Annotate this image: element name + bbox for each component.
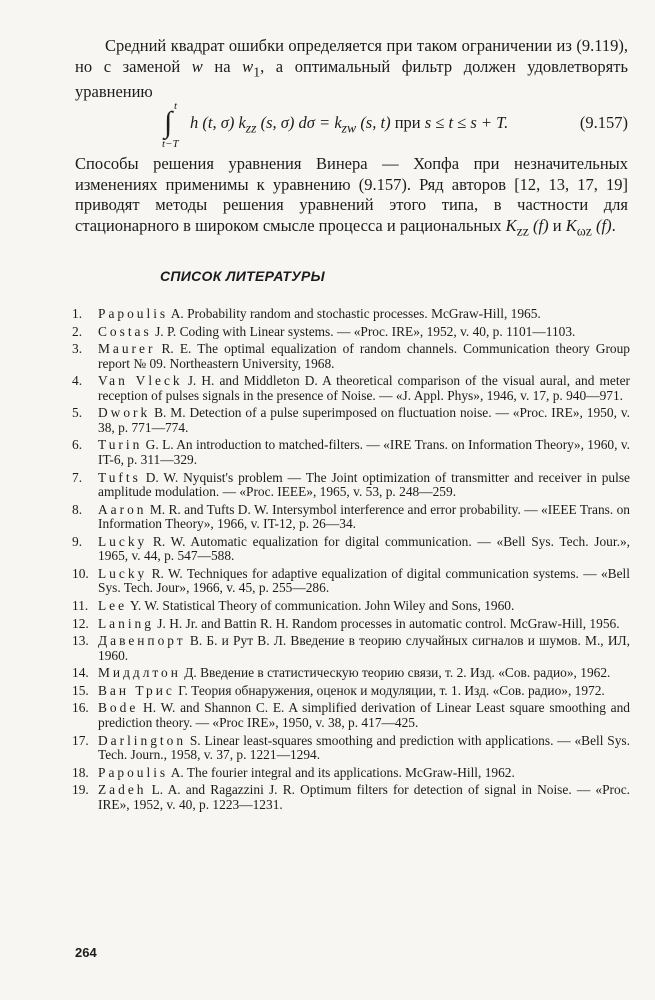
- paragraph-2-text: Способы решения уравнения Винера — Хопфа при незначительных изменениях применимы к уравнению (9.157). Ряд авторов [12, 13, 17, 19] приводят методы решения уравнений этого типа, в частности для стационарного в широком смысле процесса и рациональных: [75, 154, 628, 235]
- reference-details: B. M. Detection of a pulse superimposed on fluctuation noise. — «Proc. IRE», 1950, v. 38, p. 771—774.: [98, 405, 630, 435]
- reference-number: 17.: [72, 732, 89, 748]
- reference-number: 11.: [72, 597, 89, 613]
- reference-text: [98, 783, 630, 812]
- reference-author: Tufts: [98, 469, 141, 485]
- reference-author: Lucky: [98, 565, 148, 581]
- eq-connector: при: [390, 113, 425, 132]
- reference-author: Lucky: [98, 533, 148, 549]
- reference-number: 18.: [72, 764, 89, 780]
- reference-text: [98, 503, 630, 532]
- bibliography-heading: СПИСОК ЛИТЕРАТУРЫ: [160, 268, 325, 284]
- reference-text: [98, 684, 630, 699]
- reference-text: [98, 567, 630, 596]
- intro-paragraph: [75, 36, 628, 103]
- reference-item: [72, 325, 630, 340]
- reference-author: Lee: [98, 597, 128, 613]
- page-number: 264: [75, 945, 97, 960]
- reference-number: 15.: [72, 682, 89, 698]
- reference-item: [72, 438, 630, 467]
- reference-text: [98, 535, 630, 564]
- reference-text: [98, 325, 630, 340]
- reference-item: [72, 342, 630, 371]
- reference-item: [72, 535, 630, 564]
- reference-author: Aaron: [98, 501, 147, 517]
- reference-item: [72, 406, 630, 435]
- reference-number: 12.: [72, 615, 89, 631]
- reference-author: Papoulis: [98, 764, 169, 780]
- reference-item: [72, 634, 630, 663]
- reference-text: [98, 766, 630, 781]
- equation-9-157: [160, 98, 630, 152]
- eq-condition: s ≤ t ≤ s + T.: [424, 113, 509, 132]
- var-k2: K: [565, 215, 577, 235]
- paragraph-2-end: .: [611, 215, 616, 235]
- reference-author: Ван Трис: [98, 682, 175, 698]
- reference-details: A. Probability random and stochastic processes. McGraw-Hill, 1965.: [168, 306, 541, 321]
- reference-text: [98, 734, 630, 763]
- intro-text-2: на: [202, 56, 243, 76]
- var-k2-arg: (f): [591, 215, 612, 235]
- reference-text: [98, 406, 630, 435]
- reference-details: В. Б. и Рут В. Л. Введение в теорию случайных сигналов и шумов. М., ИЛ, 1960.: [98, 633, 630, 663]
- reference-details: M. R. and Tufts D. W. Intersymbol interference and error probability. — «IEEE Trans. on Information Theory», 1966, v. IT-12, p. 26—34.: [98, 501, 630, 532]
- reference-number: 2.: [72, 323, 83, 339]
- reference-item: [72, 599, 630, 614]
- paragraph-2: [75, 154, 628, 241]
- reference-text: [98, 438, 630, 467]
- intro-text-3: , а оптимальный фильтр должен удовлетворять уравнению: [75, 56, 629, 102]
- reference-number: 19.: [72, 782, 89, 798]
- reference-number: 16.: [72, 700, 89, 716]
- reference-author: Darlington: [98, 732, 187, 748]
- reference-text: [98, 307, 630, 322]
- integral-sign: ∫: [164, 106, 173, 139]
- reference-details: H. W. and Shannon C. E. A simplified derivation of Linear Least square smoothing and prediction theory. — «Proc IRE», 1950, v. 38, p. 417—425.: [98, 700, 630, 730]
- reference-text: [98, 471, 630, 500]
- reference-item: [72, 307, 630, 322]
- reference-text: [98, 701, 630, 730]
- var-k2-sub: ωz: [576, 222, 592, 238]
- eq-sub-zw: zw: [341, 120, 357, 136]
- reference-item: [72, 374, 630, 403]
- reference-details: R. W. Techniques for adaptive equalization of digital communication systems. — «Bell Sys. Tech. Jour», 1966, v. 45, p. 255—286.: [98, 565, 630, 596]
- reference-number: 13.: [72, 633, 89, 649]
- integral-upper-limit: t: [174, 100, 178, 112]
- reference-item: [72, 666, 630, 681]
- var-w1-sub: 1: [253, 63, 261, 79]
- reference-number: 4.: [72, 373, 83, 389]
- eq-term-1: h (t, σ) k: [190, 113, 246, 132]
- equation-body: [190, 113, 508, 136]
- reference-details: L. A. and Ragazzini J. R. Optimum filters for detection of signal in Noise. — «Proc. IRE», 1952, v. 40, p. 1223—1231.: [98, 782, 630, 812]
- reference-number: 10.: [72, 565, 89, 581]
- reference-text: [98, 617, 630, 632]
- eq-term-2: (s, σ) dσ = k: [256, 113, 342, 132]
- reference-author: Van Vleck: [98, 373, 183, 389]
- reference-author: Давенпорт: [98, 633, 186, 649]
- reference-author: Bode: [98, 700, 139, 716]
- reference-item: [72, 684, 630, 699]
- reference-details: Д. Введение в статистическую теорию связи, т. 2. Изд. «Сов. радио», 1962.: [180, 665, 611, 681]
- reference-item: [72, 734, 630, 763]
- var-k1: K: [505, 215, 517, 235]
- reference-text: [98, 666, 630, 681]
- intro-text-1: Средний квадрат ошибки определяется при таком ограничении из (9.119), но с заменой: [75, 36, 628, 76]
- reference-number: 5.: [72, 405, 83, 421]
- reference-item: [72, 503, 630, 532]
- reference-author: Laning: [98, 615, 154, 631]
- reference-item: [72, 471, 630, 500]
- reference-item: [72, 701, 630, 730]
- reference-author: Dwork: [98, 405, 151, 421]
- reference-author: Costas: [98, 323, 152, 339]
- reference-details: J. H. and Middleton D. A theoretical comparison of the visual aural, and meter reception of pulses signals in the presence of Noise. — «J. Appl. Phys», 1946, v. 17, p. 940—971.: [98, 373, 631, 403]
- reference-number: 8.: [72, 501, 83, 517]
- reference-details: J. H. Jr. and Battin R. H. Random processes in automatic control. McGraw-Hill, 1956.: [153, 615, 620, 631]
- reference-item: [72, 617, 630, 632]
- reference-author: Zadeh: [98, 782, 147, 798]
- reference-details: Г. Теория обнаружения, оценок и модуляции, т. 1. Изд. «Сов. радио», 1972.: [174, 682, 605, 698]
- reference-text: [98, 374, 630, 403]
- reference-details: Y. W. Statistical Theory of communication. John Wiley and Sons, 1960.: [127, 597, 515, 613]
- reference-text: [98, 342, 630, 371]
- var-k1-sub: zz: [516, 222, 529, 238]
- reference-number: 1.: [72, 306, 83, 321]
- paragraph-2-and: и: [548, 215, 566, 235]
- reference-item: [72, 766, 630, 781]
- reference-author: Maurer: [98, 341, 156, 357]
- integral-lower-limit: t−T: [162, 138, 179, 150]
- reference-author: Миддлтон: [98, 665, 181, 681]
- reference-details: J. P. Coding with Linear systems. — «Proc. IRE», 1952, v. 40, p. 1101—1103.: [151, 323, 576, 339]
- reference-details: A. The fourier integral and its applications. McGraw-Hill, 1962.: [168, 764, 515, 780]
- reference-number: 7.: [72, 469, 83, 485]
- reference-list: [72, 307, 630, 815]
- reference-details: D. W. Nyquist's problem — The Joint optimization of transmitter and receiver in pulse amplitude modulation. — «Proc. IEEE», 1965, v. 53, p. 248—259.: [98, 469, 630, 500]
- reference-details: S. Linear least-squares smoothing and prediction with applications. — «Bell Sys. Tech. Journ., 1958, v. 37, p. 1221—1294.: [98, 732, 630, 762]
- reference-item: [72, 567, 630, 596]
- var-w: w: [191, 56, 203, 76]
- reference-details: R. E. The optimal equalization of random channels. Communication theory Group report № 09. Northeastern University, 1968.: [98, 341, 630, 371]
- reference-number: 6.: [72, 437, 83, 453]
- reference-number: 14.: [72, 665, 89, 681]
- reference-text: [98, 599, 630, 614]
- reference-author: Turin: [98, 437, 143, 453]
- var-w1: w: [242, 56, 254, 76]
- reference-item: [72, 783, 630, 812]
- reference-author: Papoulis: [98, 306, 169, 321]
- reference-details: R. W. Automatic equalization for digital communication. — «Bell Sys. Tech. Jour.», 1965, v. 44, p. 547—588.: [98, 533, 630, 564]
- eq-sub-zz: zz: [245, 120, 257, 136]
- eq-term-3: (s, t): [356, 113, 391, 132]
- var-k1-arg: (f): [528, 215, 549, 235]
- reference-text: [98, 634, 630, 663]
- reference-details: G. L. An introduction to matched-filters. — «IRE Trans. on Information Theory», 1960, v. IT-6, p. 311—329.: [98, 437, 630, 467]
- reference-number: 3.: [72, 341, 83, 357]
- reference-number: 9.: [72, 533, 83, 549]
- equation-number: (9.157): [579, 113, 628, 132]
